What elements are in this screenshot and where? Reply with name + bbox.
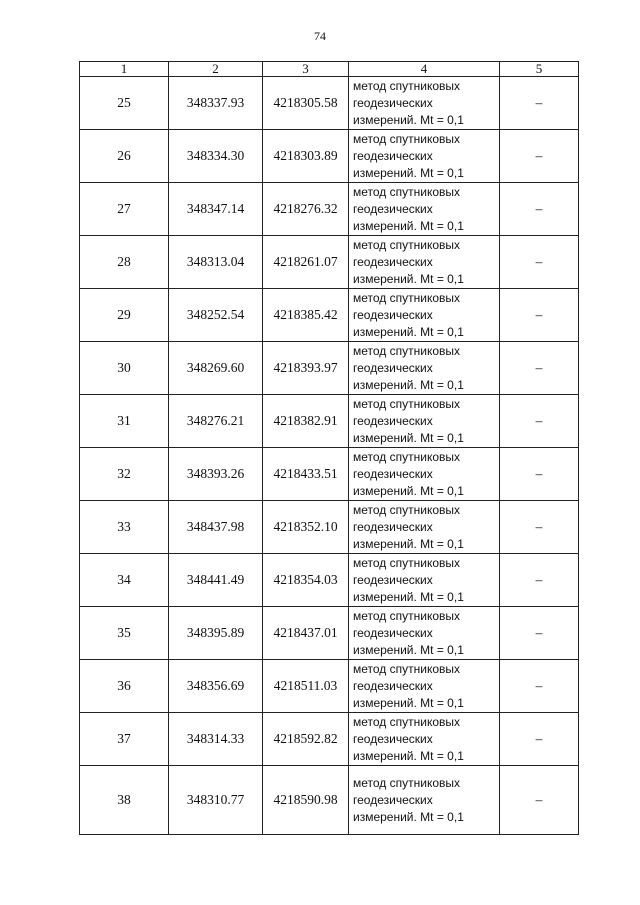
- table-row: [80, 289, 579, 342]
- table-row: [80, 183, 579, 236]
- x-coordinate-cell: 348276.21: [169, 395, 263, 448]
- table-row: [80, 395, 579, 448]
- note-cell: –: [500, 607, 579, 660]
- coordinates-table: [79, 61, 579, 835]
- table-row: [80, 77, 579, 130]
- x-coordinate-cell: 348347.14: [169, 183, 263, 236]
- table-row: [80, 660, 579, 713]
- table-row: [80, 448, 579, 501]
- x-coordinate-cell: 348252.54: [169, 289, 263, 342]
- method-cell: метод спутниковых геодезических измерений. Mt = 0,1: [349, 713, 500, 766]
- table-header-row: [80, 62, 579, 77]
- method-cell: метод спутниковых геодезических измерений. Mt = 0,1: [349, 554, 500, 607]
- y-coordinate-cell: 4218382.91: [263, 395, 349, 448]
- x-coordinate-cell: 348337.93: [169, 77, 263, 130]
- method-cell: метод спутниковых геодезических измерений. Mt = 0,1: [349, 607, 500, 660]
- note-cell: –: [500, 554, 579, 607]
- y-coordinate-cell: 4218592.82: [263, 713, 349, 766]
- point-number-cell: 33: [80, 501, 169, 554]
- method-cell: метод спутниковых геодезических измерений. Mt = 0,1: [349, 289, 500, 342]
- note-cell: –: [500, 289, 579, 342]
- page-number: 74: [314, 29, 326, 43]
- y-coordinate-cell: 4218276.32: [263, 183, 349, 236]
- y-coordinate-cell: 4218303.89: [263, 130, 349, 183]
- point-number-cell: 38: [80, 766, 169, 835]
- method-cell: метод спутниковых геодезических измерений. Mt = 0,1: [349, 395, 500, 448]
- note-cell: –: [500, 77, 579, 130]
- note-cell: –: [500, 236, 579, 289]
- point-number-cell: 34: [80, 554, 169, 607]
- table-row: [80, 501, 579, 554]
- table-row: [80, 713, 579, 766]
- y-coordinate-cell: 4218385.42: [263, 289, 349, 342]
- y-coordinate-cell: 4218393.97: [263, 342, 349, 395]
- method-cell: метод спутниковых геодезических измерений. Mt = 0,1: [349, 766, 500, 835]
- y-coordinate-cell: 4218437.01: [263, 607, 349, 660]
- x-coordinate-cell: 348437.98: [169, 501, 263, 554]
- note-cell: –: [500, 183, 579, 236]
- note-cell: –: [500, 130, 579, 183]
- point-number-cell: 31: [80, 395, 169, 448]
- method-cell: метод спутниковых геодезических измерений. Mt = 0,1: [349, 660, 500, 713]
- method-cell: метод спутниковых геодезических измерений. Mt = 0,1: [349, 183, 500, 236]
- x-coordinate-cell: 348393.26: [169, 448, 263, 501]
- x-coordinate-cell: 348310.77: [169, 766, 263, 835]
- point-number-cell: 37: [80, 713, 169, 766]
- header-col-2: 2: [169, 62, 263, 77]
- header-col-3: 3: [263, 62, 349, 77]
- x-coordinate-cell: 348334.30: [169, 130, 263, 183]
- y-coordinate-cell: 4218511.03: [263, 660, 349, 713]
- y-coordinate-cell: 4218352.10: [263, 501, 349, 554]
- method-cell: метод спутниковых геодезических измерений. Mt = 0,1: [349, 448, 500, 501]
- point-number-cell: 25: [80, 77, 169, 130]
- x-coordinate-cell: 348356.69: [169, 660, 263, 713]
- y-coordinate-cell: 4218433.51: [263, 448, 349, 501]
- header-col-4: 4: [349, 62, 500, 77]
- table-row: [80, 236, 579, 289]
- header-col-1: 1: [80, 62, 169, 77]
- x-coordinate-cell: 348395.89: [169, 607, 263, 660]
- note-cell: –: [500, 766, 579, 835]
- point-number-cell: 35: [80, 607, 169, 660]
- table-row: [80, 554, 579, 607]
- note-cell: –: [500, 448, 579, 501]
- point-number-cell: 27: [80, 183, 169, 236]
- method-cell: метод спутниковых геодезических измерений. Mt = 0,1: [349, 342, 500, 395]
- y-coordinate-cell: 4218305.58: [263, 77, 349, 130]
- header-col-5: 5: [500, 62, 579, 77]
- y-coordinate-cell: 4218261.07: [263, 236, 349, 289]
- table-row: [80, 342, 579, 395]
- x-coordinate-cell: 348269.60: [169, 342, 263, 395]
- note-cell: –: [500, 713, 579, 766]
- table-row: [80, 607, 579, 660]
- x-coordinate-cell: 348313.04: [169, 236, 263, 289]
- note-cell: –: [500, 660, 579, 713]
- point-number-cell: 28: [80, 236, 169, 289]
- y-coordinate-cell: 4218354.03: [263, 554, 349, 607]
- y-coordinate-cell: 4218590.98: [263, 766, 349, 835]
- point-number-cell: 36: [80, 660, 169, 713]
- point-number-cell: 30: [80, 342, 169, 395]
- method-cell: метод спутниковых геодезических измерений. Mt = 0,1: [349, 77, 500, 130]
- table-row: [80, 130, 579, 183]
- note-cell: –: [500, 395, 579, 448]
- point-number-cell: 32: [80, 448, 169, 501]
- table-row: [80, 766, 579, 835]
- note-cell: –: [500, 342, 579, 395]
- point-number-cell: 26: [80, 130, 169, 183]
- method-cell: метод спутниковых геодезических измерений. Mt = 0,1: [349, 501, 500, 554]
- note-cell: –: [500, 501, 579, 554]
- x-coordinate-cell: 348441.49: [169, 554, 263, 607]
- x-coordinate-cell: 348314.33: [169, 713, 263, 766]
- point-number-cell: 29: [80, 289, 169, 342]
- method-cell: метод спутниковых геодезических измерений. Mt = 0,1: [349, 130, 500, 183]
- method-cell: метод спутниковых геодезических измерений. Mt = 0,1: [349, 236, 500, 289]
